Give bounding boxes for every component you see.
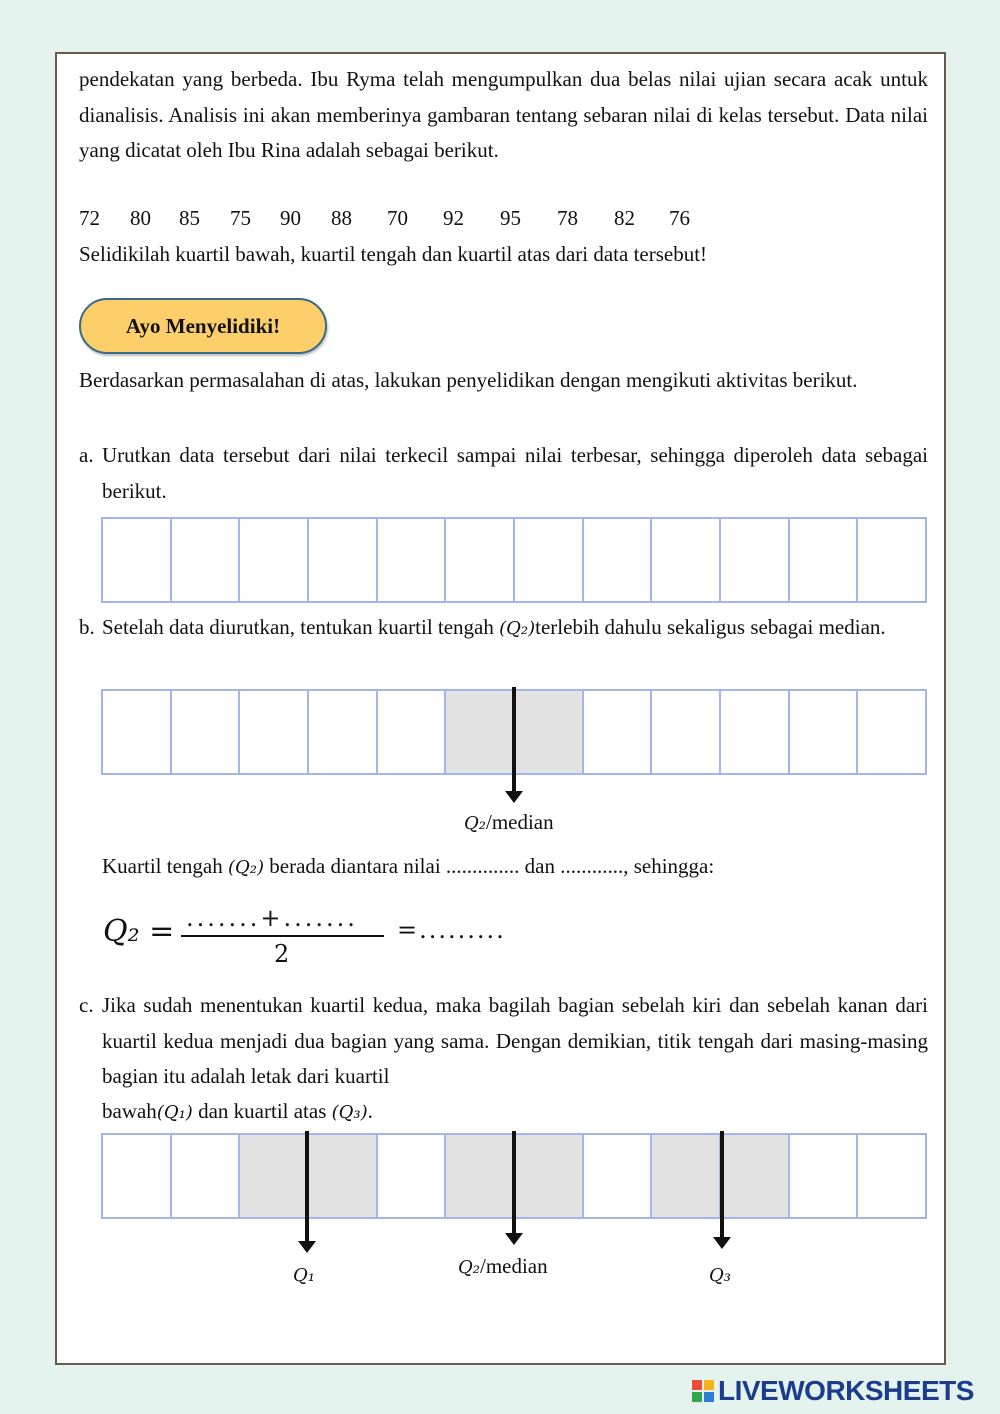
median-input[interactable] — [721, 691, 792, 775]
c-bawah: bawah — [102, 1099, 157, 1123]
between-pre: Kuartil tengah — [102, 854, 223, 878]
q1-arrow — [305, 1131, 309, 1245]
fraction-bar — [181, 935, 384, 937]
step-c-marker: c. — [79, 993, 94, 1017]
q2-arrow-c — [512, 1131, 516, 1237]
quartile-cell-shaded[interactable] — [719, 1133, 790, 1219]
data-value: 82 — [614, 206, 635, 230]
step-c-text: Jika sudah menentukan kuartil kedua, maka bagilah bagian sebelah kiri dan sebelah kanan dari kuartil kedua menjadi dua bagian yang sama. Dengan demikian, titik tengah dari masing-masing bagian itu adalah letak dari kuartil — [102, 993, 928, 1088]
q3-label-symbol: Q₃ — [709, 1265, 731, 1286]
step-c-last-line — [102, 1094, 373, 1131]
data-value: 72 — [79, 206, 100, 230]
data-value: 70 — [387, 206, 408, 230]
step-a-marker: a. — [79, 443, 94, 467]
formula-numerator: .......+....... — [186, 904, 358, 932]
sorted-input[interactable] — [515, 519, 586, 603]
data-values — [79, 201, 690, 237]
between-post: berada diantara nilai .............. dan ............, sehingga: — [269, 854, 715, 878]
q3-arrow — [720, 1131, 724, 1241]
quartile-input[interactable] — [446, 1135, 517, 1219]
median-cell[interactable] — [582, 689, 653, 775]
median-input[interactable] — [515, 691, 586, 775]
median-input[interactable] — [240, 691, 311, 775]
step-b-text — [102, 610, 928, 647]
liveworksheets-icon — [692, 1380, 714, 1402]
quartile-cell-shaded[interactable] — [238, 1133, 309, 1219]
data-value: 92 — [443, 206, 464, 230]
q1-label-symbol: Q₁ — [293, 1265, 315, 1286]
quartile-input[interactable] — [378, 1135, 449, 1219]
q2-median-label — [464, 810, 554, 835]
sorted-cell[interactable] — [444, 517, 515, 603]
badge-label: Ayo Menyelidiki! — [125, 313, 281, 338]
median-input[interactable] — [446, 691, 517, 775]
data-value: 85 — [179, 206, 200, 230]
data-value: 88 — [331, 206, 352, 230]
logo-text: LIVEWORKSHEETS — [718, 1375, 974, 1406]
worksheet-page — [55, 52, 946, 1365]
c-q1-symbol: (Q₁) — [156, 1102, 193, 1123]
formula-lhs: Q₂ = — [103, 914, 175, 949]
sorted-input[interactable] — [652, 519, 723, 603]
median-input[interactable] — [309, 691, 380, 775]
sorted-input[interactable] — [240, 519, 311, 603]
median-cell-shaded[interactable] — [444, 689, 515, 775]
quartile-input[interactable] — [240, 1135, 311, 1219]
median-cell[interactable] — [238, 689, 309, 775]
median-cell-shaded[interactable] — [513, 689, 584, 775]
sorted-cell[interactable] — [376, 517, 447, 603]
quartile-cell[interactable] — [856, 1133, 927, 1219]
data-value: 90 — [280, 206, 301, 230]
quartile-input[interactable] — [172, 1135, 243, 1219]
step-b-marker: b. — [79, 615, 95, 639]
sorted-cell[interactable] — [582, 517, 653, 603]
quartile-input[interactable] — [584, 1135, 655, 1219]
q2-label-symbol-c: Q₂ — [458, 1257, 480, 1278]
quartile-input[interactable] — [309, 1135, 380, 1219]
c-kuartil-atas: dan kuartil atas — [198, 1099, 327, 1123]
quartile-cell-shaded[interactable] — [307, 1133, 378, 1219]
quartile-cell[interactable] — [376, 1133, 447, 1219]
sorted-cell[interactable] — [101, 517, 172, 603]
sorted-input[interactable] — [446, 519, 517, 603]
q2-arrow — [512, 687, 516, 795]
sorted-input[interactable] — [103, 519, 174, 603]
quartile-input[interactable] — [790, 1135, 861, 1219]
step-b-text-before: Setelah data diurutkan, tentukan kuartil tengah — [102, 615, 494, 639]
quartile-cell-shaded[interactable] — [444, 1133, 515, 1219]
data-value: 75 — [230, 206, 251, 230]
quartile-cell[interactable] — [170, 1133, 241, 1219]
median-input[interactable] — [790, 691, 861, 775]
sorted-cell[interactable] — [650, 517, 721, 603]
quartile-input[interactable] — [721, 1135, 792, 1219]
median-cell[interactable] — [101, 689, 172, 775]
q2-label-text-c: /median — [479, 1254, 548, 1278]
quartile-cell[interactable] — [101, 1133, 172, 1219]
quartile-cell[interactable] — [582, 1133, 653, 1219]
median-cell[interactable] — [788, 689, 859, 775]
data-value: 76 — [669, 206, 690, 230]
sorted-input[interactable] — [790, 519, 861, 603]
median-cell[interactable] — [307, 689, 378, 775]
median-input[interactable] — [858, 691, 929, 775]
quartile-cell-shaded[interactable] — [650, 1133, 721, 1219]
sorted-cell[interactable] — [238, 517, 309, 603]
quartile-input[interactable] — [515, 1135, 586, 1219]
q3-label — [709, 1262, 731, 1287]
sorted-cell[interactable] — [788, 517, 859, 603]
sorted-cell[interactable] — [719, 517, 790, 603]
liveworksheets-logo[interactable] — [692, 1376, 974, 1406]
q2-median-label-c — [458, 1254, 548, 1279]
median-input[interactable] — [103, 691, 174, 775]
sorted-input[interactable] — [309, 519, 380, 603]
data-value: 78 — [557, 206, 578, 230]
formula-denominator: 2 — [274, 940, 290, 968]
q1-label — [293, 1262, 315, 1287]
median-input[interactable] — [172, 691, 243, 775]
sorted-input[interactable] — [858, 519, 929, 603]
sorted-data-row — [101, 517, 927, 603]
median-cell[interactable] — [650, 689, 721, 775]
step-a-text: Urutkan data tersebut dari nilai terkecil sampai nilai terbesar, sehingga diperoleh data sebagai berikut. — [102, 443, 928, 503]
median-cell[interactable] — [719, 689, 790, 775]
formula-result: =......... — [397, 916, 506, 944]
quartile-cell[interactable] — [788, 1133, 859, 1219]
intro-paragraph: pendekatan yang berbeda. Ibu Ryma telah mengumpulkan dua belas nilai ujian secara acak untuk dianalisis. Analisis ini akan memberinya gambaran tentang sebaran nilai di kelas tersebut. Data nilai yang dicatat oleh Ibu Rina adalah sebagai berikut. — [79, 67, 928, 162]
q2-label-text: /median — [485, 810, 554, 834]
median-cell[interactable] — [170, 689, 241, 775]
q2-between-text — [102, 854, 714, 879]
median-input[interactable] — [378, 691, 449, 775]
ayo-menyelidiki-badge — [79, 298, 327, 354]
sorted-cell[interactable] — [513, 517, 584, 603]
median-cell[interactable] — [376, 689, 447, 775]
step-b-text-after: terlebih dahulu sekaligus sebagai median. — [535, 615, 886, 639]
median-input[interactable] — [584, 691, 655, 775]
sorted-cell[interactable] — [170, 517, 241, 603]
median-cell[interactable] — [856, 689, 927, 775]
sorted-input[interactable] — [721, 519, 792, 603]
quartile-input[interactable] — [652, 1135, 723, 1219]
median-input[interactable] — [652, 691, 723, 775]
between-q2: (Q₂) — [227, 857, 264, 878]
problem-question: Selidikilah kuartil bawah, kuartil tengah dan kuartil atas dari data tersebut! — [79, 242, 708, 266]
c-period: . — [367, 1099, 373, 1123]
q2-symbol: (Q₂) — [499, 618, 536, 639]
data-value: 80 — [130, 206, 151, 230]
quartile-cell-shaded[interactable] — [513, 1133, 584, 1219]
sorted-input[interactable] — [378, 519, 449, 603]
sorted-cell[interactable] — [856, 517, 927, 603]
q2-label-symbol: Q₂ — [464, 813, 486, 834]
quartile-input[interactable] — [103, 1135, 174, 1219]
data-value: 95 — [500, 206, 521, 230]
sorted-cell[interactable] — [307, 517, 378, 603]
c-q3-symbol: (Q₃) — [331, 1102, 368, 1123]
sorted-input[interactable] — [172, 519, 243, 603]
instruction-text: Berdasarkan permasalahan di atas, lakukan penyelidikan dengan mengikuti aktivitas berikut. — [79, 368, 858, 392]
quartile-input[interactable] — [858, 1135, 929, 1219]
sorted-input[interactable] — [584, 519, 655, 603]
